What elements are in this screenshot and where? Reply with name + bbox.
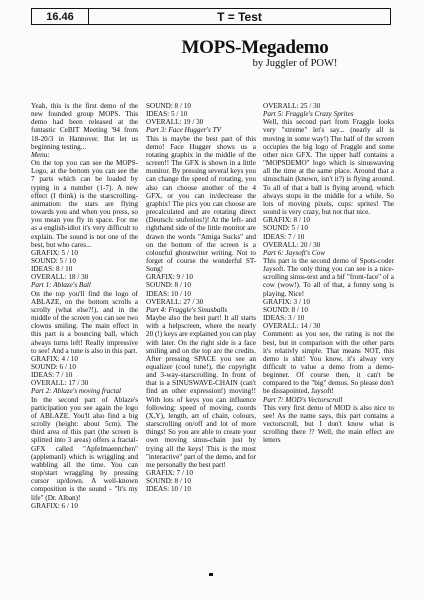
paragraph: Well, this second part from Fraggle looks very "xtreme" let's say... (nearly all is moving in some way!) The half of the screen occupies the big logo of Fraggle and some other nice GFX. The upper half contains a "MOPSDEMO" logo which is sinuswaving all the time at the same place. Around that a sinuschain (known, isn't it?) is flying around. To all of that a ball is flying around, which always stops in the middle for a while. So lots of moving pixels, cups: sprites! The sound is very crazy, but not that nice.: [263, 118, 394, 217]
rating-line: GRAFIX: 9 / 10: [146, 273, 193, 282]
rating-line: GRAFIX: 3 / 10: [263, 297, 310, 306]
paragraph: Comment: as you see, the rating is not the best, but in comparison with the other parts it's relativly simple. That means NOT, this demo is shit! You know, it's alway very difficult to value a demo from a demo-beginner. Of course then, it can't be compared to the "big" demos. So please don't be dissapointed, Jaysoft!: [263, 330, 394, 396]
paragraph: In the second part of Ablaze's participation you see again the logo of ABLAZE. You'll also find a big scrolly (height: about 5cm). The third area of this part (the screen is splitted into 3 areas) offers a fractal-GFX called "Apfelmaennchen" (applemanl) which is wriggling and wabbling all the time. You can stop/start wraggling by pressing cursor up/down. A well-known composition is the sound - "It's my life" (Dr. Alban)!: [31, 395, 138, 502]
section-title: T = Test: [217, 9, 262, 24]
section-heading: Part 1: Ablaze's Ball: [31, 281, 91, 290]
rating-line: OVERALL: 18 / 30: [31, 273, 89, 282]
section-heading: Part 2: Ablaze's moving fractal: [31, 387, 122, 396]
page-header: [31, 8, 391, 25]
paragraph: On the top you can see the MOPS-Logo, at the bottom you can see the 7 parts which can be loaded by typing in a number (1-7). A new effect (I think) is the starscrolling-animation: the stars are flying towards you and when you press, so you mean you fly in space. For me as a english-idiot it's very difficult to explain. The sound is not one of the best, but who cares...: [31, 159, 138, 249]
rating-line: OVERALL: 25 / 30: [263, 102, 321, 110]
rating-line: GRAFIX: 6 / 10: [31, 501, 78, 510]
paragraph: This very first demo of MOD is also nice to see! As the name says, this part contains a vectorscroll, but I don't know what is scrolling there !? Well, the main effect are letters: [263, 403, 394, 445]
rating-line: SOUND: 8 / 10: [146, 477, 191, 486]
rating-line: GRAFIX: 8 / 10: [263, 216, 310, 225]
rating-line: SOUND: 8 / 10: [263, 305, 308, 314]
rating-line: SOUND: 8 / 10: [146, 281, 191, 290]
page-footer-mark: [209, 573, 213, 576]
section-heading: Part 6: Jaysoft's Cow: [263, 248, 326, 257]
article-byline: by Juggler of POW!: [252, 58, 338, 69]
rating-line: GRAFIX: 5 / 10: [31, 248, 78, 257]
paragraph: Maybe also the best part! It all starts with a helpscreen, where the nearly 20 (!) keys are explained you can play with later. On the right side is a face smiling and on the top are the credits. After pressing SPACE you see an equalizer (cool tune!), the copyright and 3-way-starscrolling. In front of that is a SINUSWAVE-CHAIN (can't find an other expression!) moving!! With lots of keys you can influence following: speed of moving, coords (X,Y), length, art of chain, colours, starscrolling on/off and lot of more things! So you are able to create your own moving sinus-chain just by trying all the keys! This is the most "interactive" part of the demo, and for me personally the best part!: [146, 314, 256, 469]
section-heading: Menu:: [31, 150, 50, 159]
article-title: MOPS-Megademo: [181, 37, 329, 58]
rating-line: SOUND: 5 / 10: [263, 224, 308, 233]
text-column-3: [263, 102, 394, 445]
section-heading: Part 3: Face Hugger's TV: [146, 126, 221, 135]
text-column-1: [31, 102, 138, 510]
rating-line: OVERALL: 19 / 30: [146, 118, 204, 127]
rating-line: GRAFIX: 7 / 10: [146, 469, 193, 478]
rating-line: IDEAS: 10 / 10: [146, 485, 191, 494]
rating-line: SOUND: 5 / 10: [31, 256, 76, 265]
rating-line: IDEAS: 5 / 10: [146, 110, 188, 119]
paragraph: This part is the second demo of Spots-coder Jaysoft. The only thing you can see is a nice-scrolling sinus-text and a bif "front-face" of a cow (wow!). To all of that, a funny song is playing. Nice!: [263, 256, 394, 298]
rating-line: GRAFIX: 4 / 10: [31, 354, 78, 363]
rating-line: IDEAS: 8 / 10: [31, 265, 73, 274]
paragraph: On the top you'll find the logo of ABLAZE, on the bottom scrolls a scrolly (what else?!), and in the middle of the screen you can see two clowns smiling. The main effect in this part is a bouncing ball, which always turns left! Really impressive to see! And a tune is also in this part.: [31, 289, 138, 355]
section-heading: Part 5: Fraggle's Crazy Sprites: [263, 110, 354, 119]
rating-line: SOUND: 8 / 10: [146, 102, 191, 110]
paragraph: This is maybe the best part of this demo! Face Hugger shows us a rotating graphix in the middle of the screen!! The GFX is shown in a little monitor. By pressing several keys you can change the speed of rotating, you also can choose another of the 4 GFX, or you can in/decrease the graphix! The pics you can choose are precalculated and are rotating direct (Deutsch: stufenlos!)! At the left- and righthand side of the little monitor are drawn the words "Amiga Sucks" and on the bottom of the screen is a colourful ghostwriter writing. Not to forget of course the wonderful ST-Song!: [146, 134, 256, 274]
rating-line: IDEAS: 10 / 10: [146, 289, 191, 298]
rating-line: IDEAS: 7 / 10: [263, 232, 305, 241]
paragraph: Yeah, this is the first demo of the new founded group MOPS. This demo had been released at the funtastic CeBIT Meeting '94 from 18-20/3 in Hannover. But let us beginning testing...: [31, 102, 138, 151]
section-heading: Part 7: MOD's Vectorscroll: [263, 395, 343, 404]
rating-line: OVERALL: 20 / 30: [263, 240, 321, 249]
rating-line: OVERALL: 17 / 30: [31, 379, 89, 388]
issue-number: 16.46: [32, 9, 89, 24]
rating-line: OVERALL: 14 / 30: [263, 322, 321, 331]
section-heading: Part 4: Fraggle's Sinusballs: [146, 305, 228, 314]
text-column-2: [146, 102, 256, 494]
rating-line: IDEAS: 3 / 10: [263, 314, 305, 323]
rating-line: IDEAS: 7 / 10: [31, 371, 73, 380]
rating-line: OVERALL: 27 / 30: [146, 297, 204, 306]
rating-line: SOUND: 6 / 10: [31, 363, 76, 371]
